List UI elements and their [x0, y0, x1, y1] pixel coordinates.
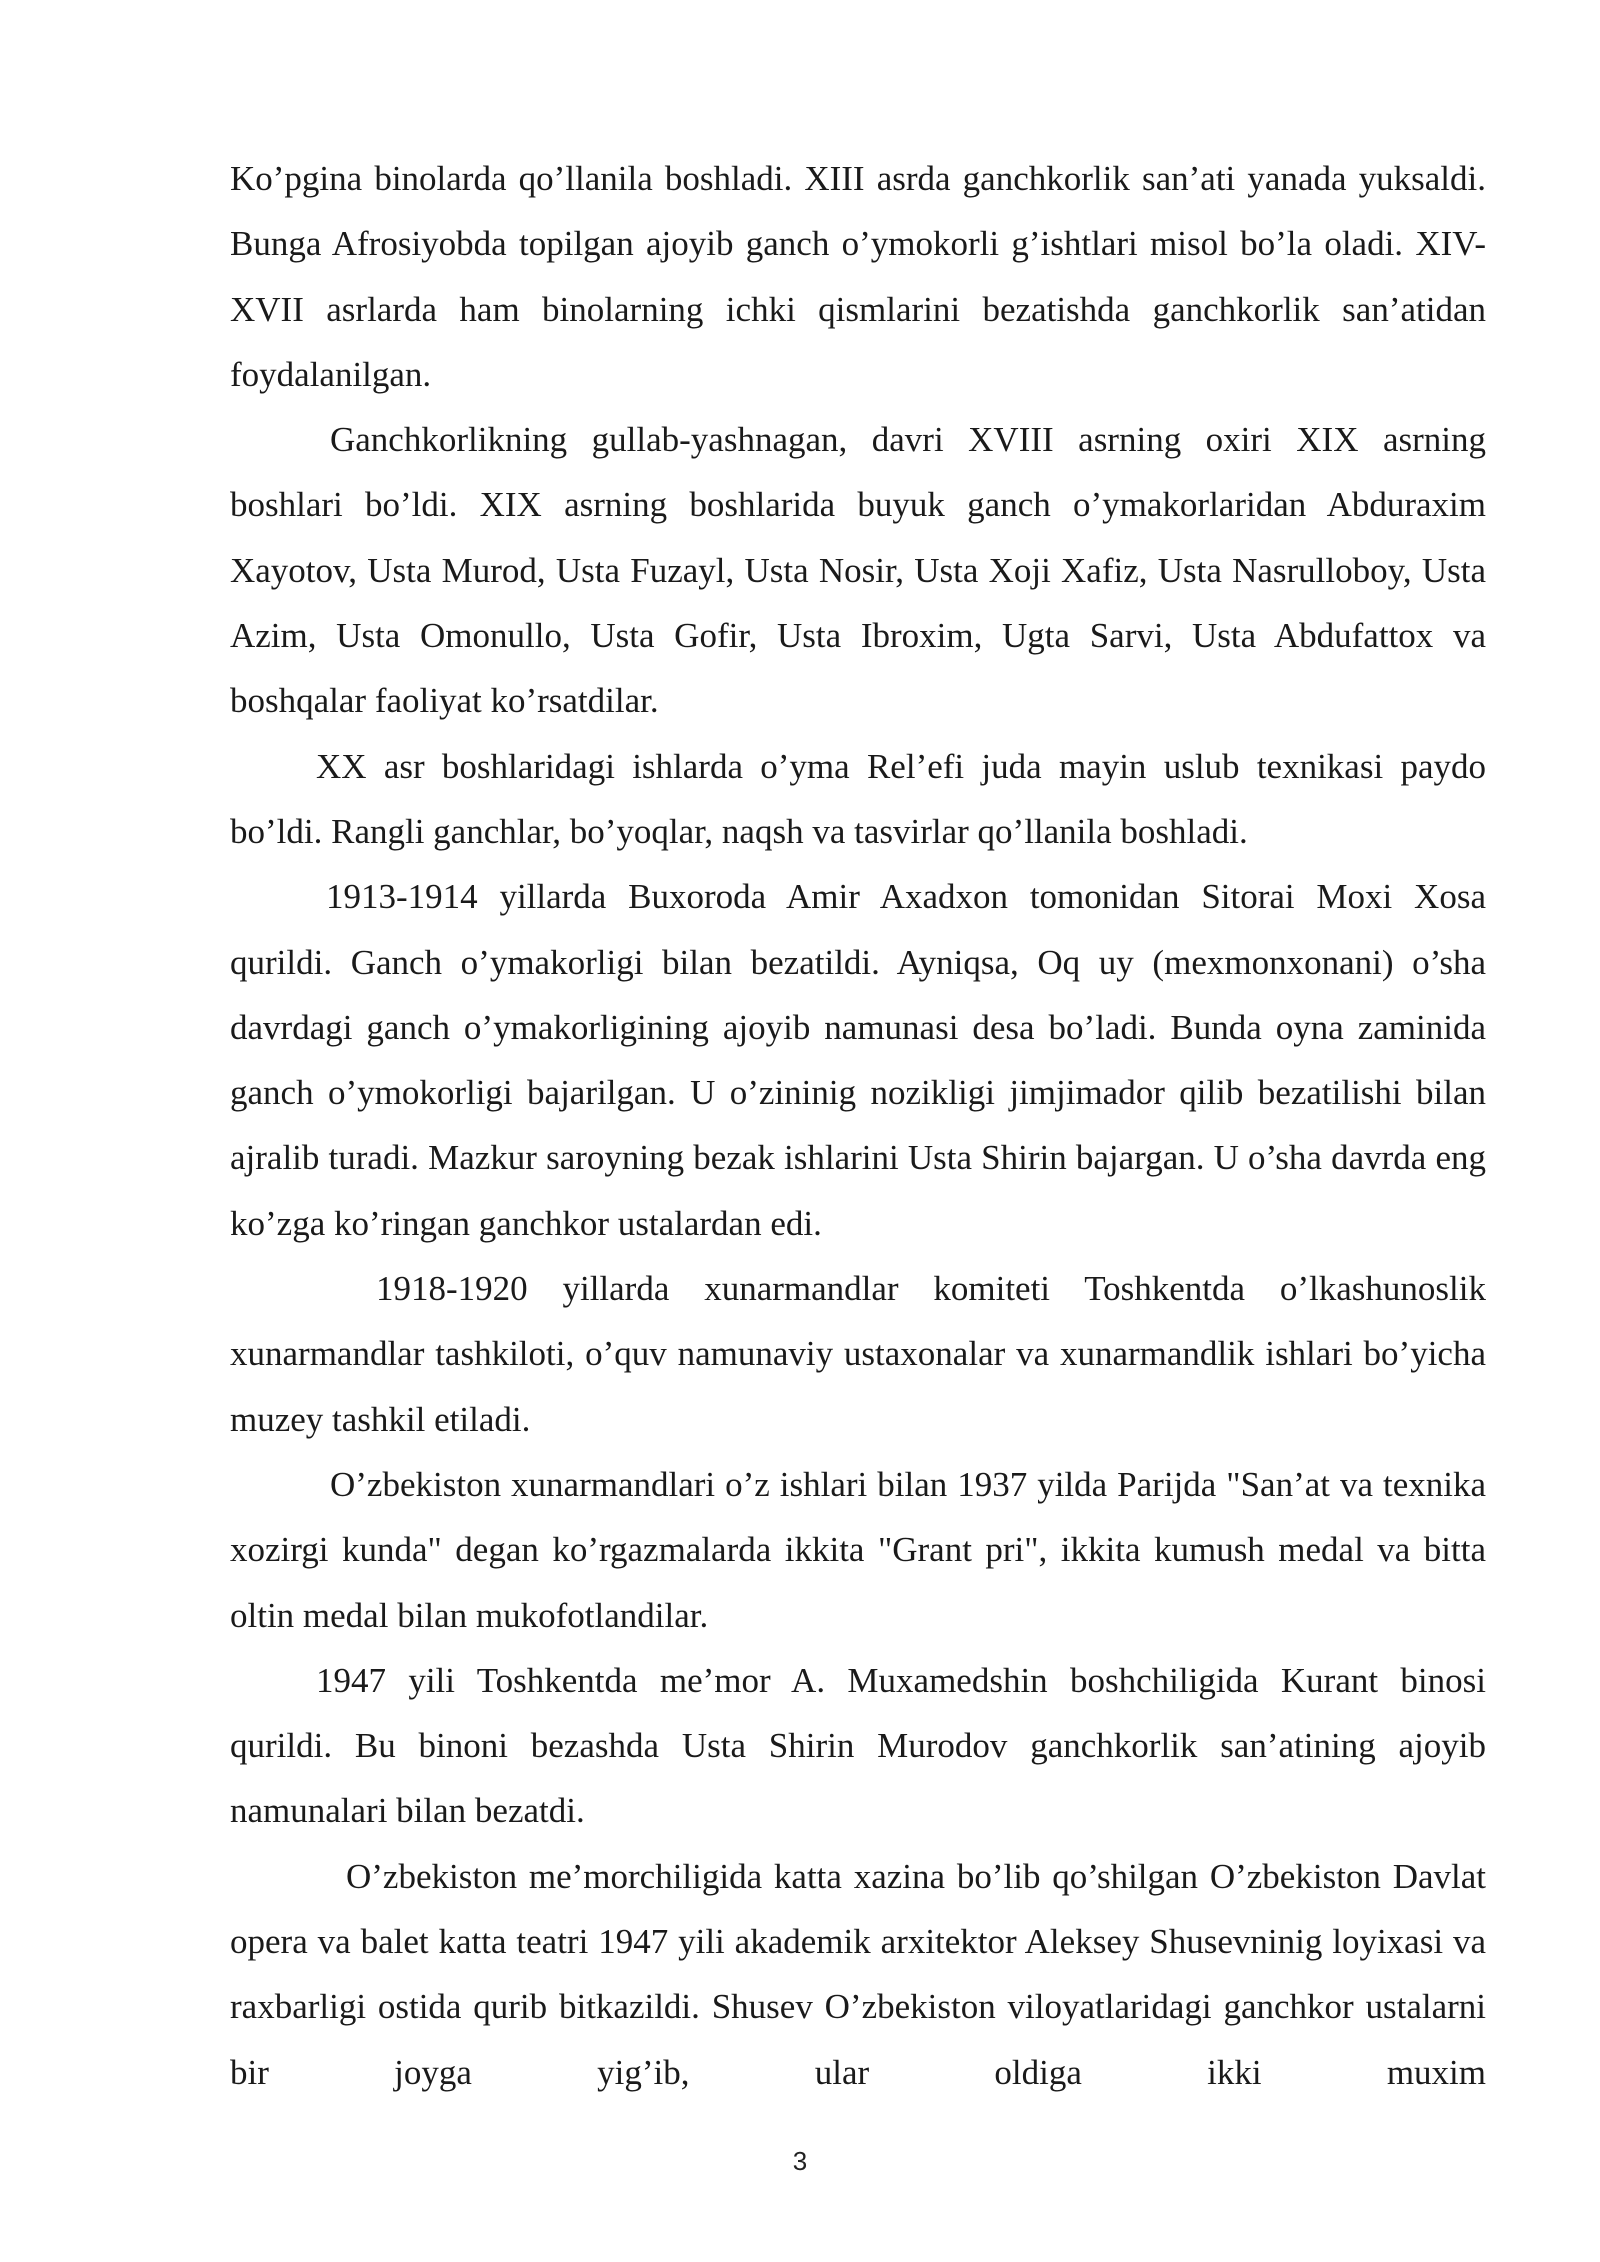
paragraph-1: Ko’pgina binolarda qo’llanila boshladi. XIII asrda ganchkorlik san’ati yanada yuksaldi. Bunga Afrosiyobda topilgan ajoyib ganch o’ymokorli g’ishtlari misol bo’la oladi. XIV-XVII asrlarda ham binolarning ichki qismlarini bezatishda ganchkorlik san’atidan foydalanilgan.: [230, 159, 1486, 394]
paragraph-2: Ganchkorlikning gullab-yashnagan, davri XVIII asrning oxiri XIX asrning boshlari bo’ldi. XIX asrning boshlarida buyuk ganch o’ymakorlaridan Abduraxim Xayotov, Usta Murod, Usta Fuzayl, Usta Nosir, Usta Xoji Xafiz, Usta Nasrulloboy, Usta Azim, Usta Omonullo, Usta Gofir, Usta Ibroxim, Ugta Sarvi, Usta Abdufattox va boshqalar faoliyat ko’rsatdilar.: [230, 420, 1486, 721]
paragraph-5: 1918-1920 yillarda xunarmandlar komiteti Toshkentda o’lkashunoslik xunarmandlar tashkiloti, o’quv namunaviy ustaxonalar va xunarmandlik ishlari bo’yicha muzey tashkil etiladi.: [230, 1269, 1486, 1439]
paragraph-8: O’zbekiston me’morchiligida katta xazina bo’lib qo’shilgan O’zbekiston Davlat opera va balet katta teatri 1947 yili akademik arxitektor Aleksey Shusevninig loyixasi va raxbarligi ostida qurib bitkazildi. Shusev O’zbekiston viloyatlaridagi ganchkor ustalarni bir joyga yig’ib, ular oldiga ikki muxim: [230, 1856, 1486, 2092]
paragraph-7: 1947 yili Toshkentda me’mor A. Muxamedshin boshchiligida Kurant binosi qurildi. Bu binoni bezashda Usta Shirin Murodov ganchkorlik san’atining ajoyib namunalari bilan bezatdi.: [230, 1660, 1486, 1831]
paragraph-4: 1913-1914 yillarda Buxoroda Amir Axadxon tomonidan Sitorai Moxi Xosa qurildi. Ganch o’ymakorligi bilan bezatildi. Ayniqsa, Oq uy (mexmonxonani) o’sha davrdagi ganch o’ymakorligining ajoyib namunasi desa bo’ladi. Bunda oyna zaminida ganch o’ymokorligi bajarilgan. U o’zininig nozikligi jimjimador qilib bezatilishi bilan ajralib turadi. Mazkur saroyning bezak ishlarini Usta Shirin bajargan. U o’sha davrda eng ko’zga ko’ringan ganchkor ustalardan edi.: [230, 877, 1486, 1243]
page-number: 3: [792, 2146, 808, 2176]
paragraph-6: O’zbekiston xunarmandlari o’z ishlari bilan 1937 yilda Parijda "San’at va texnika xozirgi kunda" degan ko’rgazmalarda ikkita "Grant pri", ikkita kumush medal va bitta oltin medal bilan mukofotlandilar.: [230, 1464, 1486, 1635]
document-body: [230, 146, 1486, 2105]
paragraph-3: XX asr boshlaridagi ishlarda o’yma Rel’efi juda mayin uslub texnikasi paydo bo’ldi. Rangli ganchlar, bo’yoqlar, naqsh va tasvirlar qo’llanila boshladi.: [230, 746, 1486, 851]
